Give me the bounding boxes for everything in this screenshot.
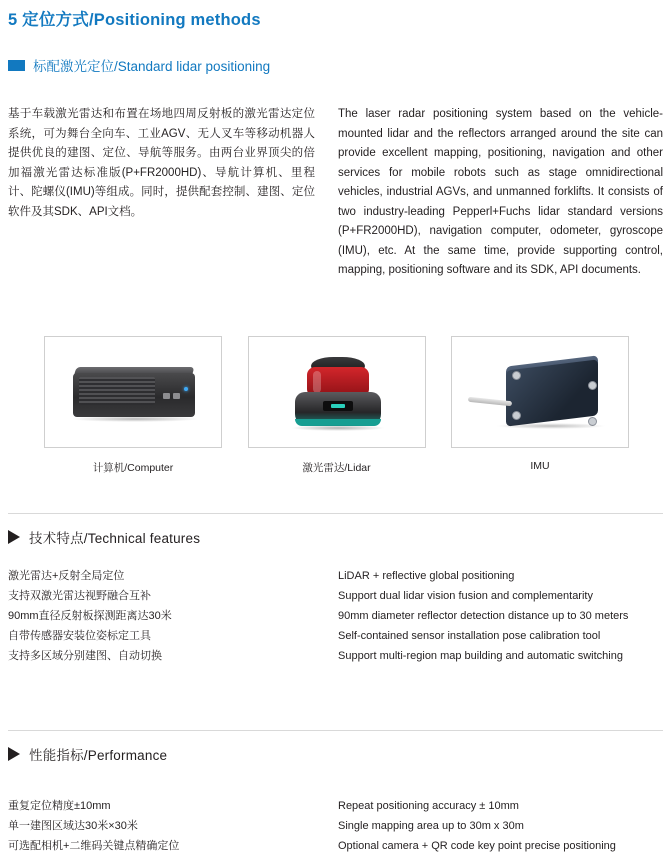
section-divider <box>8 513 663 514</box>
section-title: 性能指标/Performance <box>29 748 168 763</box>
triangle-bullet-icon <box>8 530 20 544</box>
section-divider <box>8 730 663 731</box>
section-heading-technical-features <box>8 527 200 547</box>
computer-port-icon <box>173 393 180 399</box>
imu-image-frame <box>451 336 629 448</box>
list-item: Support multi-region map building and automatic switching <box>338 650 623 662</box>
list-item: 支持双激光雷达视野融合互补 <box>8 590 151 602</box>
triangle-bullet-icon <box>8 747 20 761</box>
list-item: 90mm diameter reflector detection distance up to 30 meters <box>338 610 629 622</box>
computer-image-frame <box>44 336 222 448</box>
imu-screw-icon <box>512 371 521 380</box>
intro-paragraph-chinese: 基于车载激光雷达和布置在场地四周反射板的激光雷达定位系统，可为舞台全向车、工业AGV、无人叉车等移动机器人提供优良的建图、定位、导航等服务。由两台业界顶尖的倍加福激光雷达标准版(P+FR2000HD)、导航计算机、里程计、陀螺仪(IMU)等组成。同时，提供配套控制、建图、定位软件及其SDK、API文档。 <box>8 108 315 218</box>
list-item: LiDAR + reflective global positioning <box>338 570 515 582</box>
list-item: 单一建图区域达30米×30米 <box>8 820 138 832</box>
list-item: Repeat positioning accuracy ± 10mm <box>338 800 519 812</box>
list-item: 90mm直径反射板探测距离达30米 <box>8 610 172 622</box>
computer-port-icon <box>163 393 170 399</box>
product-item-lidar <box>248 336 426 475</box>
product-caption: 计算机/Computer <box>92 462 174 474</box>
list-item: 可选配相机+二维码关键点精确定位 <box>8 840 180 852</box>
computer-shadow <box>71 416 199 422</box>
intro-paragraph-english: The laser radar positioning system based on the vehicle-mounted lidar and the reflectors arranged around the site can provide excellent mapping, positioning, navigation and other services for mobile robots such as stage omnidirectional vehicles, industrial AGVs, and unmanned forklifts. It consists of two industry-leading Pepperl+Fuchs lidar standard versions (P+FR2000HD), navigation computer, odometer, gyroscope (IMU), etc. At the same time, provide supporting control, mapping, positioning software and its SDK, API documents. <box>338 108 663 276</box>
subsection-title: 标配激光定位/Standard lidar positioning <box>33 59 271 74</box>
imu-screw-icon <box>512 411 521 420</box>
page-title: 5 定位方式/Positioning methods <box>8 11 261 29</box>
product-item-computer <box>44 336 222 475</box>
product-caption: IMU <box>530 460 550 472</box>
computer-led-icon <box>184 387 188 391</box>
performance-list-chinese <box>8 796 323 856</box>
list-item: Optional camera + QR code key point precise positioning <box>338 840 616 852</box>
section-title: 技术特点/Technical features <box>29 531 201 546</box>
list-item: 支持多区域分别建图、自动切换 <box>8 650 162 662</box>
technical-features-list-chinese <box>8 566 323 666</box>
list-item: Self-contained sensor installation pose calibration tool <box>338 630 601 642</box>
computer-fins-icon <box>79 377 155 405</box>
technical-features-list-english <box>338 566 663 666</box>
list-item: 激光雷达+反射全局定位 <box>8 570 125 582</box>
imu-screw-icon <box>588 381 597 390</box>
imu-shadow <box>496 423 606 429</box>
list-item: 自带传感器安装位姿标定工具 <box>8 630 151 642</box>
list-item: 重复定位精度±10mm <box>8 800 111 812</box>
lidar-image-frame <box>248 336 426 448</box>
product-caption: 激光雷达/Lidar <box>302 462 371 474</box>
product-item-imu <box>451 336 629 475</box>
lidar-shadow <box>291 425 385 431</box>
lidar-display-icon <box>323 401 353 411</box>
blue-bar-icon <box>8 60 25 71</box>
list-item: Support dual lidar vision fusion and complementarity <box>338 590 593 602</box>
subsection-heading <box>8 55 270 75</box>
product-image-row <box>44 336 629 475</box>
section-heading-performance <box>8 744 167 764</box>
list-item: Single mapping area up to 30m x 30m <box>338 820 524 832</box>
performance-list-english <box>338 796 663 856</box>
